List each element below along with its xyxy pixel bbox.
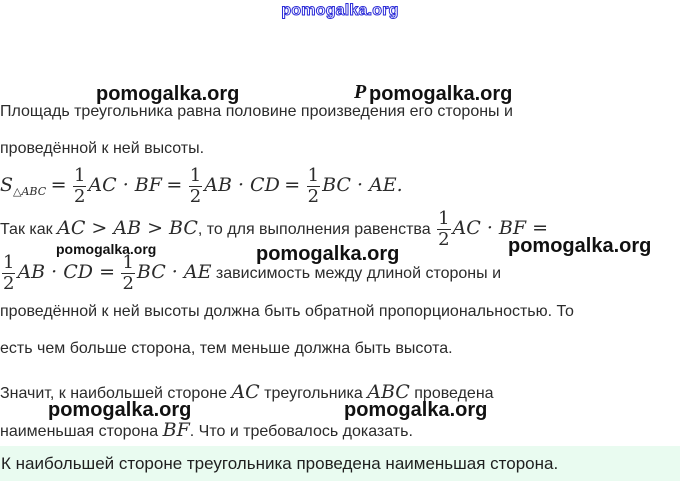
watermark: pomogalka.org: [369, 83, 513, 105]
formula-eq: =: [50, 174, 67, 196]
watermark: pomogalka.org: [96, 83, 240, 105]
fraction-half: $\frac{1}{2}$: [122, 252, 134, 295]
text-line-9: наименьшая сторона BF. Что и требовалось доказать.: [0, 419, 413, 441]
inequality: AC > AB > BC: [57, 217, 198, 239]
formula-term-3: BC · AE.: [322, 174, 403, 196]
letter-P: P: [354, 81, 367, 103]
watermark: pomogalka.org: [48, 399, 192, 421]
watermark: pomogalka.org: [508, 235, 652, 257]
answer-box: К наибольшей стороне треугольника проведена наименьшая сторона.: [0, 446, 680, 481]
fraction-half: $\frac{1}{2}$: [307, 165, 320, 208]
text-line-7: есть чем больше сторона, тем меньше должна быть высота.: [0, 340, 453, 357]
text-line-1: Площадь треугольника равна половине произведения его стороны и: [0, 103, 513, 120]
watermark: pomogalka.org: [256, 243, 400, 265]
fraction-half: $\frac{1}{2}$: [3, 252, 15, 295]
watermark: pomogalka.org: [56, 241, 157, 257]
formula-subscript: △ABC: [13, 185, 47, 198]
formula-term-2: AB · CD: [204, 174, 280, 196]
formula-term-1: AC · BF: [88, 174, 162, 196]
area-formula: $S_{\triangle ABC}$ = $\frac{1}{2}$ AC · BF = $\frac{1}{2}$ AB · CD = $\frac{1}{2}$ BC · AE.: [0, 165, 403, 208]
fraction-half: $\frac{1}{2}$: [73, 165, 86, 208]
fraction-half: $\frac{1}{2}$: [438, 208, 450, 251]
watermark: pomogalka.org: [344, 399, 488, 421]
formula-S: S: [0, 174, 14, 196]
text-line-2: проведённой к ней высоты.: [0, 140, 205, 157]
text-line-8: Значит, к наибольшей стороне AC треугольника ABC проведена: [0, 381, 494, 403]
text-line-5: $\frac{1}{2}$ AB · CD = $\frac{1}{2}$ BC · AE зависимость между длиной стороны и: [3, 252, 502, 295]
text-line-4: Так как AC > AB > BC, то для выполнения равенства $\frac{1}{2}$ AC · BF =: [0, 208, 548, 251]
site-header-watermark: pomogalka.org: [281, 2, 399, 19]
text-line-6: проведённой к ней высоты должна быть обратной пропорциональностью. То: [0, 303, 574, 320]
fraction-half: $\frac{1}{2}$: [189, 165, 202, 208]
